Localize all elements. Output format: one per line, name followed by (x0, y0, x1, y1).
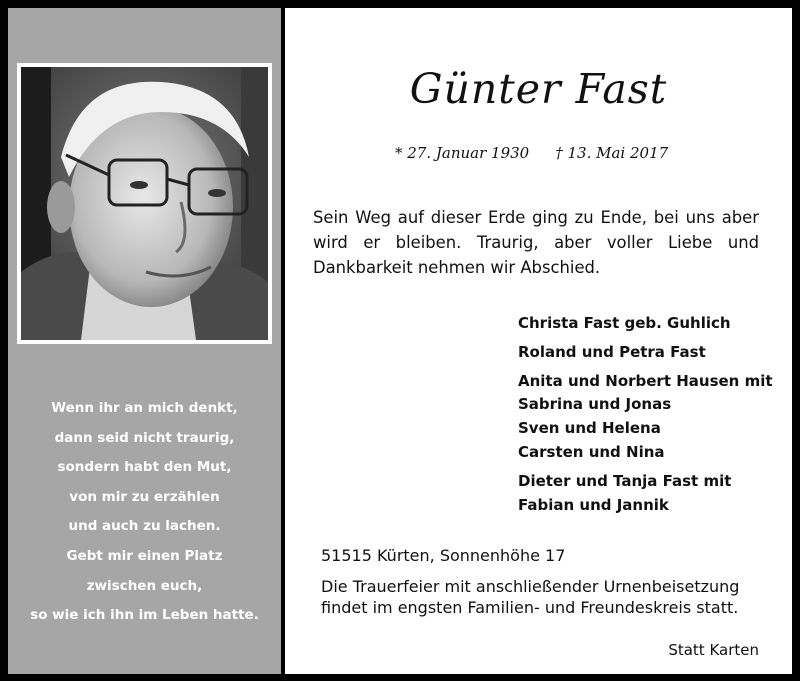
poem-line: zwischen euch, (86, 577, 203, 594)
mourner-line: Christa Fast geb. Guhlich (518, 314, 731, 332)
ceremony-note (321, 576, 739, 618)
ceremony-line: findet im engsten Familien- und Freundeskreis statt. (321, 598, 739, 617)
ceremony-line: Die Trauerfeier mit anschließender Urnenbeisetzung (321, 577, 740, 596)
portrait-frame (17, 63, 272, 344)
poem-line: so wie ich ihn im Leben hatte. (30, 607, 259, 624)
mourner-group (518, 341, 773, 365)
right-panel (285, 8, 792, 674)
life-dates (395, 144, 668, 162)
birth-date: * 27. Januar 1930 (395, 144, 530, 162)
poem (8, 394, 281, 631)
mourner-group (518, 312, 773, 336)
mourner-line: Carsten und Nina (518, 442, 665, 461)
deceased-name: Günter Fast (409, 65, 668, 113)
poem-line: Gebt mir einen Platz (66, 547, 223, 564)
left-panel (8, 8, 281, 674)
mourners-list (518, 312, 773, 522)
poem-line: dann seid nicht traurig, (54, 429, 235, 446)
portrait-photo (21, 67, 268, 340)
mourner-line: Sven und Helena (518, 419, 661, 438)
farewell-message: Sein Weg auf dieser Erde ging zu Ende, bei uns aber wird er bleiben. Traurig, aber voller Liebe und Dankbarkeit nehmen wir Abschied. (313, 208, 759, 277)
mourner-group (518, 470, 773, 518)
death-date: † 13. Mai 2017 (555, 144, 669, 162)
address: 51515 Kürten, Sonnenhöhe 17 (321, 546, 566, 565)
poem-line: sondern habt den Mut, (57, 459, 232, 476)
poem-line: und auch zu lachen. (68, 518, 221, 535)
mourner-line: Sabrina und Jonas (518, 395, 672, 414)
poem-line: von mir zu erzählen (69, 488, 220, 505)
mourner-line: Anita und Norbert Hausen mit (518, 371, 773, 390)
closing-note: Statt Karten (668, 641, 759, 659)
mourner-group (518, 370, 773, 465)
mourner-line: Dieter und Tanja Fast mit (518, 471, 732, 490)
mourner-line: Fabian und Jannik (518, 495, 669, 514)
poem-line: Wenn ihr an mich denkt, (51, 400, 238, 416)
mourner-line: Roland und Petra Fast (518, 342, 706, 361)
